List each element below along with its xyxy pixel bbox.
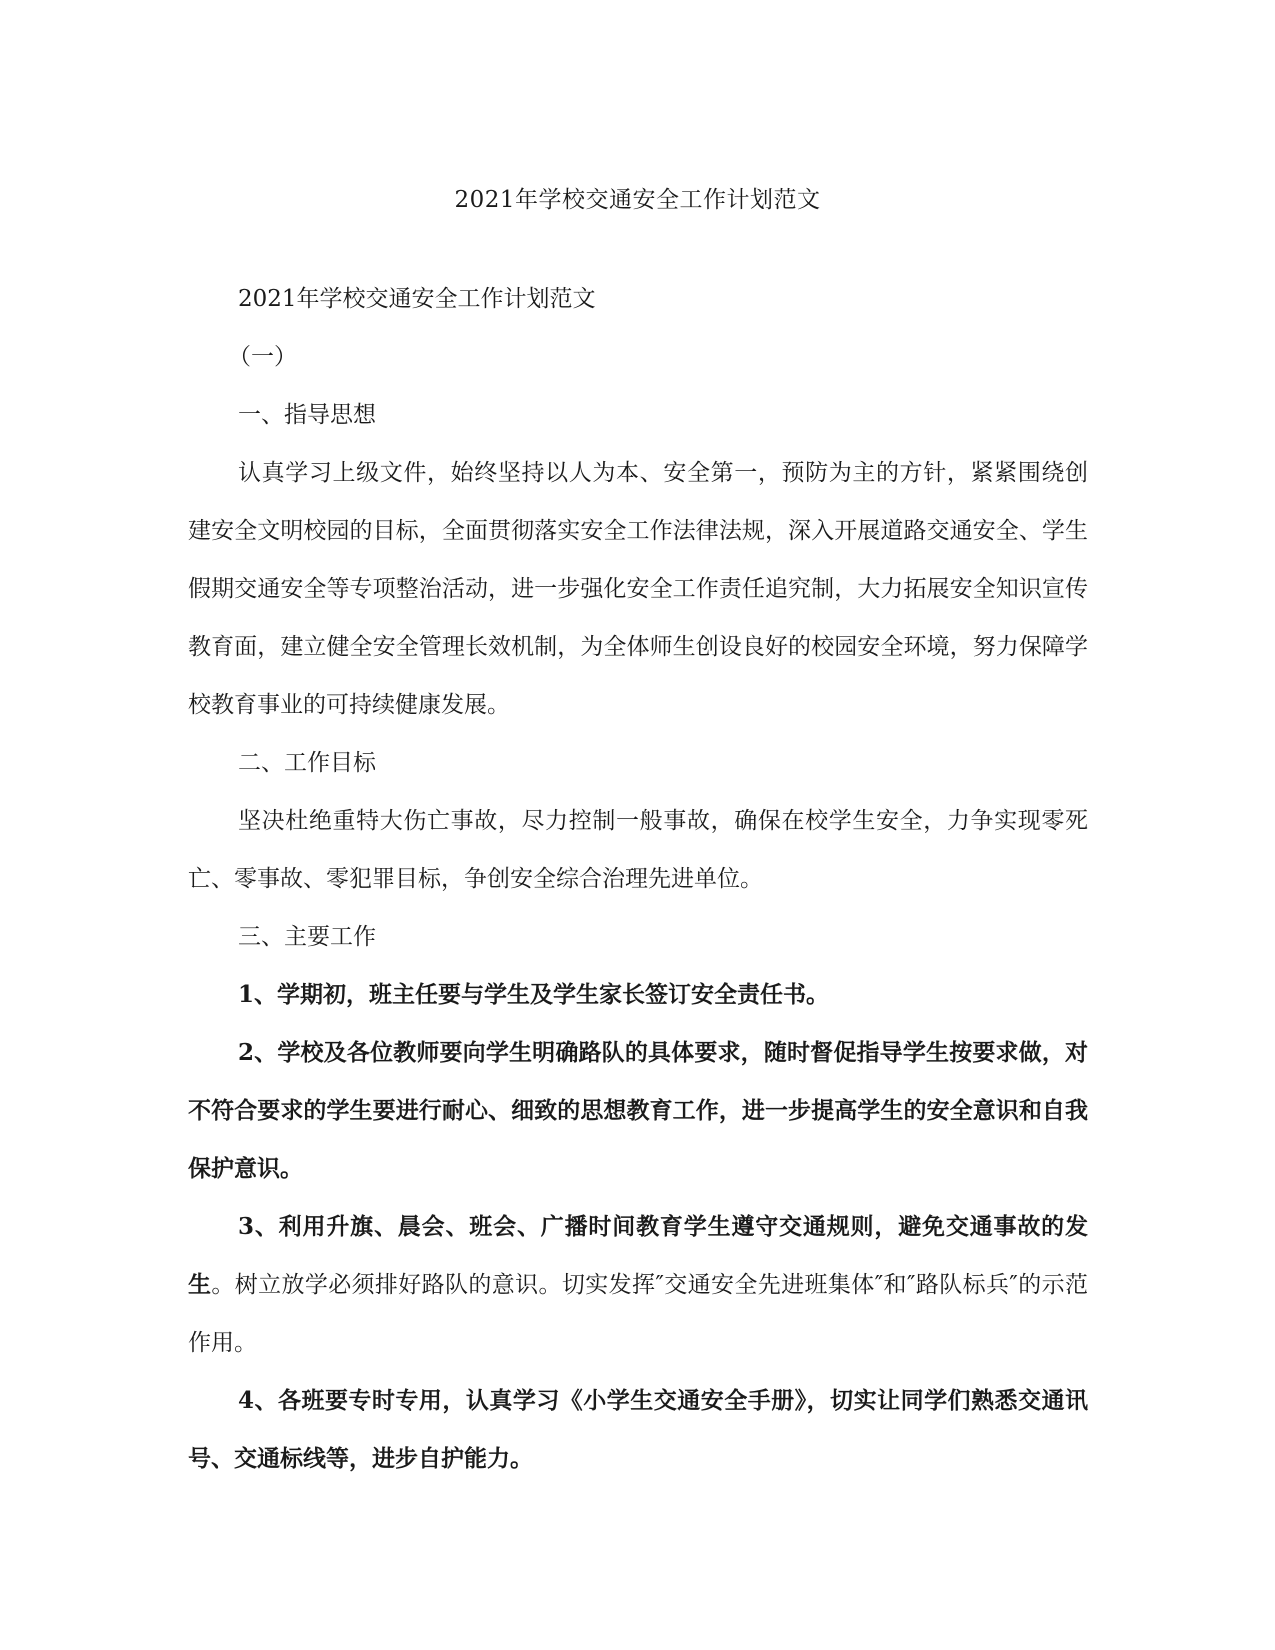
paragraph-item-3-bold: 3、利用升旗、晨会、班会、广播时间教育学生遵守交通规则，避免交通事故的发生 [188, 1213, 1088, 1298]
paragraph-work-goals: 坚决杜绝重特大伤亡事故，尽力控制一般事故，确保在校学生安全，力争实现零死亡、零事故、零犯罪目标，争创安全综合治理先进单位。 [188, 808, 1088, 892]
paragraph-item-2: 2、学校及各位教师要向学生明确路队的具体要求，随时督促指导学生按要求做，对不符合要求的学生要进行耐心、细致的思想教育工作，进一步提高学生的安全意识和自我保护意识。 [188, 1039, 1088, 1182]
paragraph-item-4: 4、各班要专时专用，认真学习《小学生交通安全手册》，切实让同学们熟悉交通讯号、交通标线等，进步自护能力。 [188, 1387, 1088, 1472]
paragraph-item-3 [188, 1198, 1088, 1372]
document-title: 2021年学校交通安全工作计划范文 [454, 187, 821, 213]
heading-main-work: 三、主要工作 [238, 924, 376, 950]
paragraph-section-number: （一） [228, 344, 297, 370]
paragraph-item-1: 1、学期初，班主任要与学生及学生家长签订安全责任书。 [238, 981, 830, 1008]
paragraph-guiding-ideology: 认真学习上级文件，始终坚持以人为本、安全第一，预防为主的方针，紧紧围绕创建安全文明校园的目标，全面贯彻落实安全工作法律法规，深入开展道路交通安全、学生假期交通安全等专项整治活动，进一步强化安全工作责任追究制，大力拓展安全知识宣传教育面，建立健全安全管理长效机制，为全体师生创设良好的校园安全环境，努力保障学校教育事业的可持续健康发展。 [188, 460, 1088, 718]
paragraph-subtitle: 2021年学校交通安全工作计划范文 [238, 286, 596, 312]
document-body [188, 270, 1088, 1488]
heading-guiding-ideology: 一、指导思想 [238, 402, 376, 428]
paragraph-item-3-rest: 。树立放学必须排好路队的意识。切实发挥″交通安全先进班集体″和″路队标兵″的示范作用。 [188, 1272, 1088, 1356]
heading-work-goals: 二、工作目标 [238, 750, 376, 776]
